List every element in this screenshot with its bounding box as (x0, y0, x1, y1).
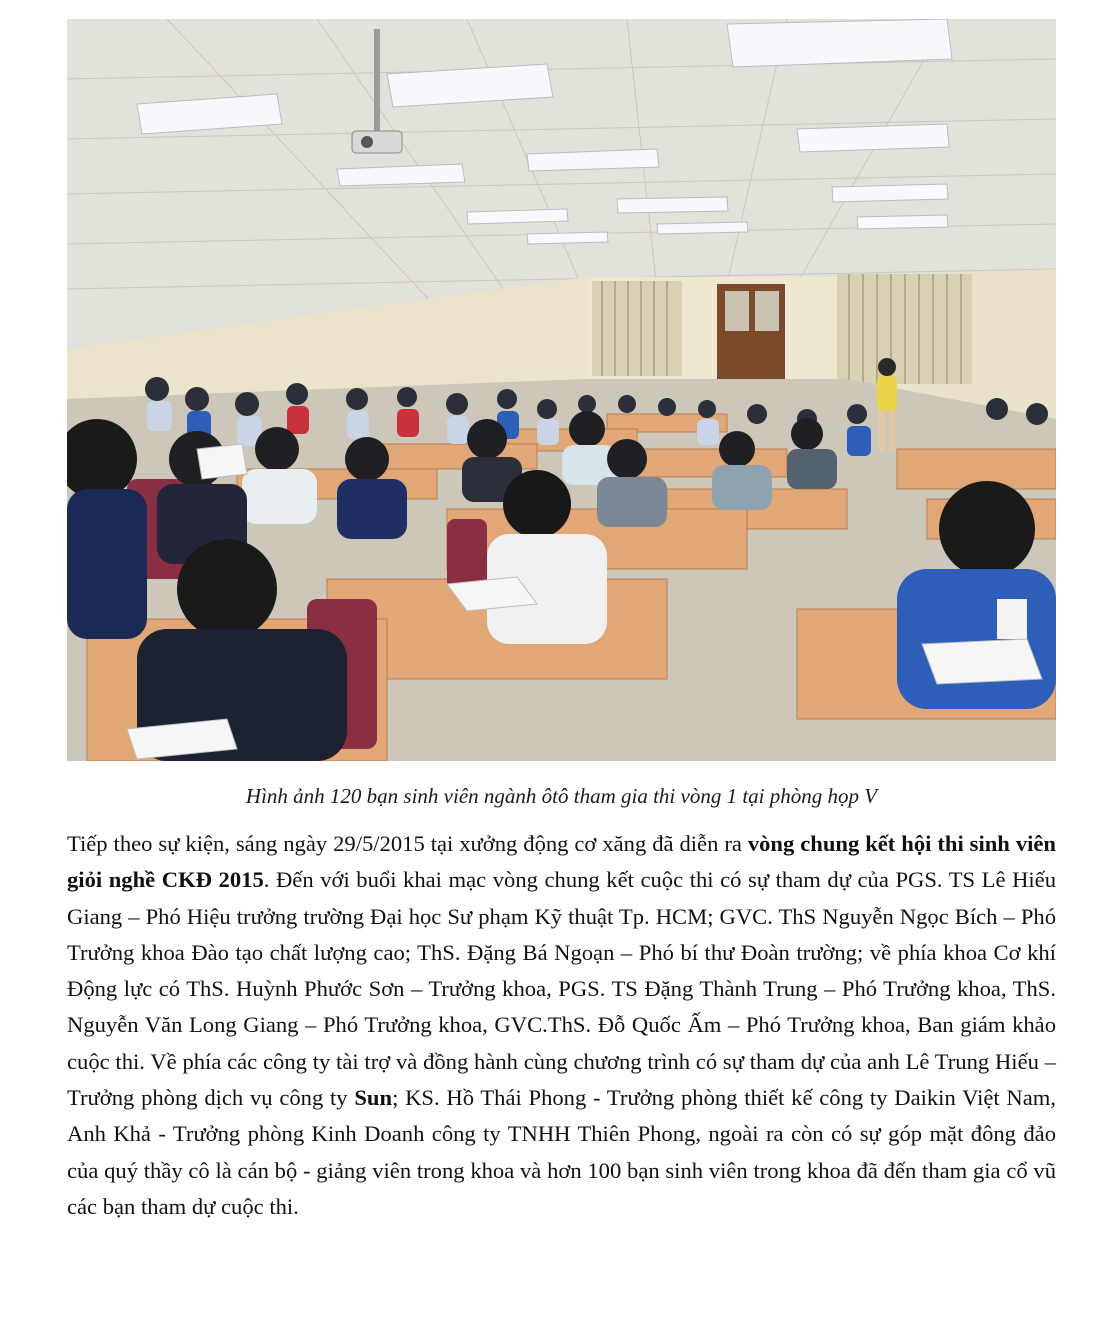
photo-caption: Hình ảnh 120 bạn sinh viên ngành ôtô tham gia thi vòng 1 tại phòng họp V (245, 784, 878, 808)
paragraph-text-part-3: ; KS. Hồ Thái Phong - Trưởng phòng thiết kế công ty Daikin Việt Nam, Anh Khả - Trưởng phòng Kinh Doanh công ty TNHH Thiên Phong, ngoài ra còn có sự góp mặt đông đảo của quý thầy cô là cán bộ - giảng viên trong khoa và hơn 100 bạn sinh viên trong khoa đã đến tham gia cổ vũ các bạn tham dự cuộc thi. (67, 1085, 1056, 1219)
back-door (717, 284, 785, 379)
classroom-photo (67, 19, 1056, 761)
classroom-photo-illustration (67, 19, 1056, 761)
paragraph-text-part-1: Tiếp theo sự kiện, sáng ngày 29/5/2015 tại xưởng động cơ xăng đã diễn ra (67, 831, 748, 856)
paragraph-text-part-2: . Đến với buổi khai mạc vòng chung kết cuộc thi có sự tham dự của PGS. TS Lê Hiếu Giang – Phó Hiệu trưởng trường Đại học Sư phạm Kỹ thuật Tp. HCM; GVC. ThS Nguyễn Ngọc Bích – Phó Trưởng khoa Đào tạo chất lượng cao; ThS. Đặng Bá Ngoạn – Phó bí thư Đoàn trường; về phía khoa Cơ khí Động lực có ThS. Huỳnh Phước Sơn – Trưởng khoa, PGS. TS Đặng Thành Trung – Phó Trưởng khoa, ThS. Nguyễn Văn Long Giang – Phó Trưởng khoa, GVC.ThS. Đỗ Quốc Ấm – Phó Trưởng khoa, Ban giám khảo cuộc thi. Về phía các công ty tài trợ và đồng hành cùng chương trình có sự tham dự của anh Lê Trung Hiếu – Trưởng phòng dịch vụ công ty (67, 867, 1057, 1111)
paragraph-bold-company: Sun (354, 1085, 393, 1111)
paragraph-bold-event-name: vòng chung kết hội thi sinh viên giỏi nghề CKĐ 2015 (67, 831, 1056, 893)
article-paragraph (67, 826, 1056, 1225)
